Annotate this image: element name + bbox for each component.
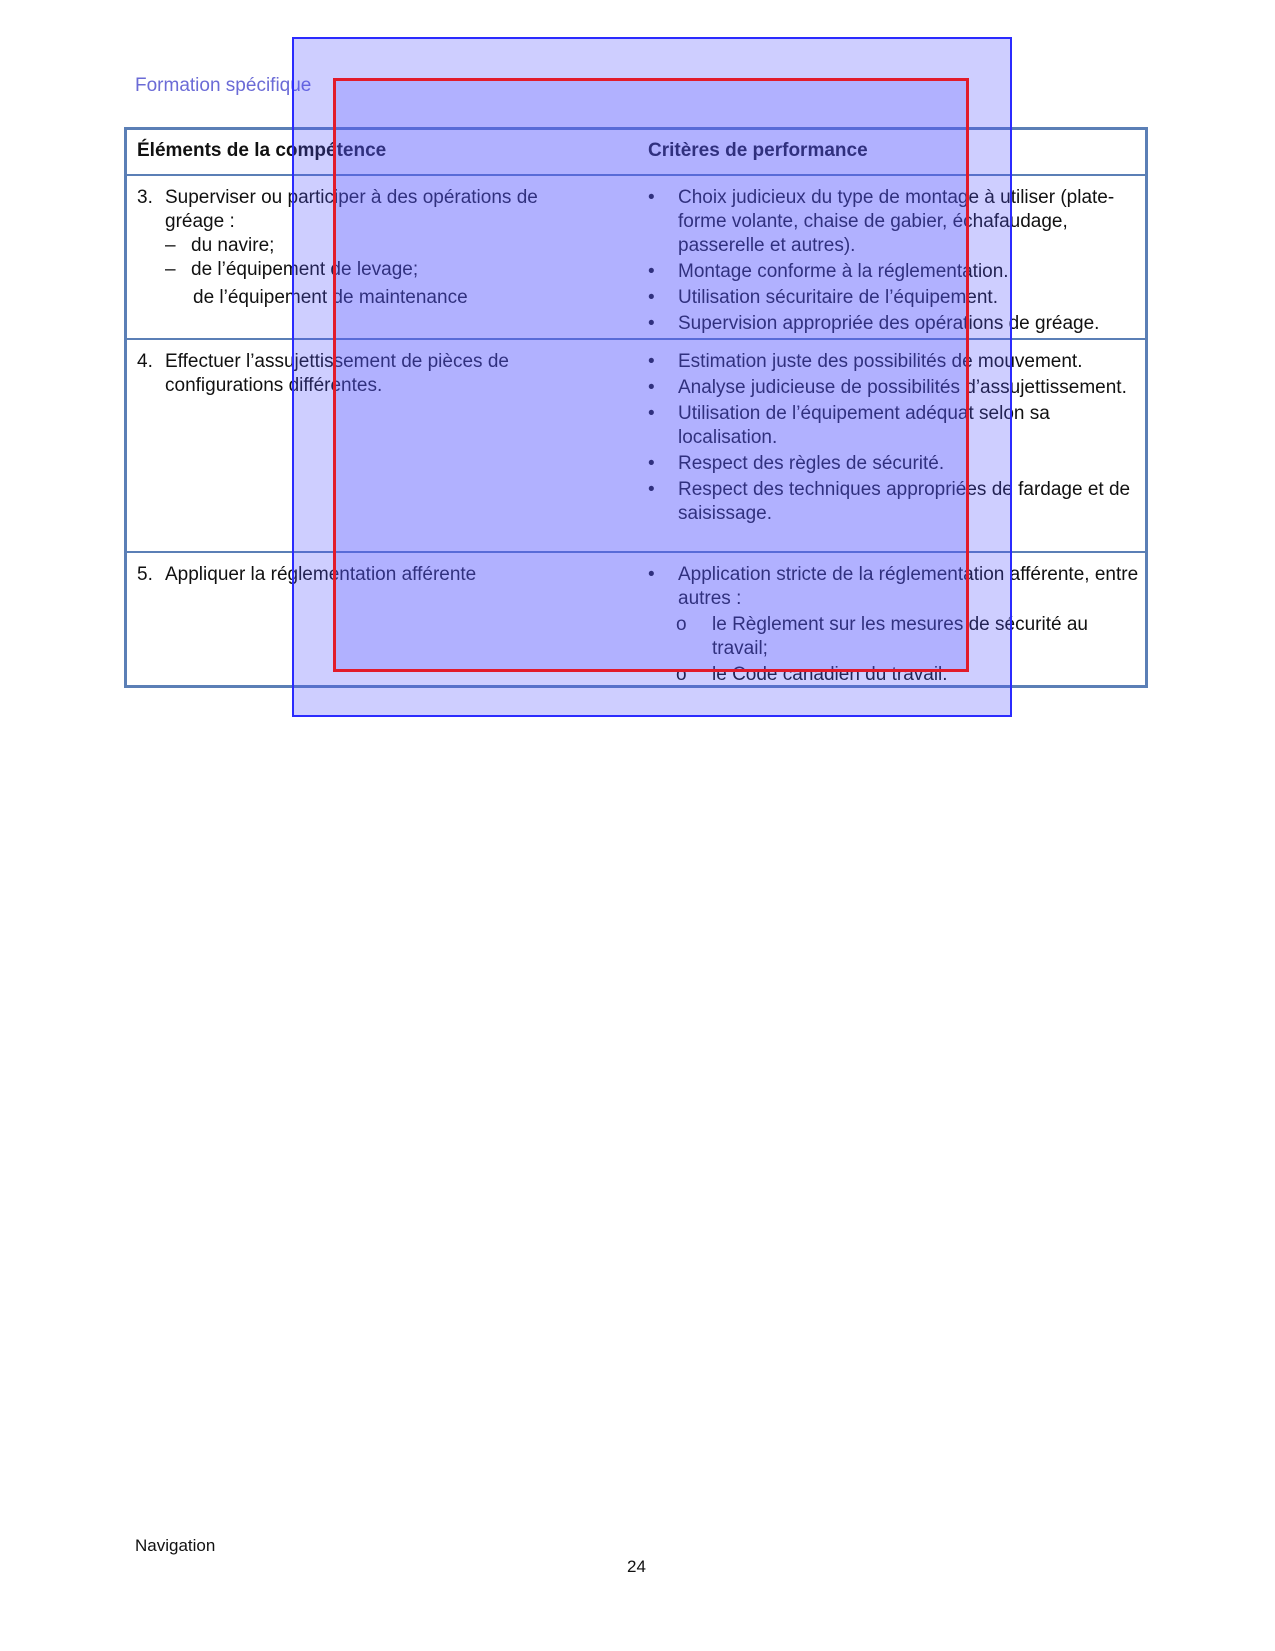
bullet-icon: • [648,479,655,500]
element-line: gréage : [165,211,235,232]
footer-navigation-link[interactable]: Navigation [135,1536,216,1555]
bullet-icon: • [648,287,655,308]
dash-marker: – [165,235,176,256]
sub-criteria-text: le Code canadien du travail. [712,664,948,685]
bullet-icon: • [648,377,655,398]
element-line: Superviser ou participer à des opérations de [165,187,538,208]
highlight-box-inner [333,78,969,672]
dash-marker: – [165,259,176,280]
criteria-text: Montage conforme à la réglementation. [678,261,1009,282]
element-line: Appliquer la réglementation afférente [165,564,477,585]
bullet-icon: • [648,351,655,372]
sub-item-text: du navire; [191,235,275,256]
element-line: Effectuer l’assujettissement de pièces de [165,351,509,372]
bullet-icon: • [648,187,655,208]
element-number: 4. [137,351,153,372]
sub-item-text: de l’équipement de maintenance [193,287,468,308]
bullet-icon: • [648,564,655,585]
sub-bullet-icon: o [676,614,687,635]
criteria-text: Respect des techniques appropriées de fardage et de saisissage. [678,479,1131,524]
criteria-text: Choix judicieux du type de montage à utiliser (plate-forme volante, chaise de gabier, échafaudage, passerelle et autres). [678,187,1115,256]
criteria-text: Analyse judicieuse de possibilités d’assujettissement. [678,377,1127,398]
criteria-text: Respect des règles de sécurité. [678,453,945,474]
criteria-text: Estimation juste des possibilités de mouvement. [678,351,1083,372]
page-number: 24 [627,1557,646,1576]
element-line: configurations différentes. [165,375,383,396]
sub-criteria-text: le Règlement sur les mesures de sécurité au travail; [712,614,1088,659]
page-title: Formation spécifique [135,75,312,96]
criteria-text: Supervision appropriée des opérations de gréage. [678,313,1100,334]
bullet-icon: • [648,261,655,282]
bullet-icon: • [648,313,655,334]
header-criteria: Critères de performance [648,140,868,161]
criteria-text: Application stricte de la réglementation afférente, entre autres : [678,564,1139,609]
element-number: 5. [137,564,153,585]
element-number: 3. [137,187,153,208]
bullet-icon: • [648,453,655,474]
header-elements: Éléments de la compétence [137,140,387,161]
criteria-text: Utilisation sécuritaire de l’équipement. [678,287,998,308]
bullet-icon: • [648,403,655,424]
criteria-text: Utilisation de l’équipement adéquat selon sa localisation. [678,403,1050,448]
sub-item-text: de l’équipement de levage; [191,259,419,280]
sub-bullet-icon: o [676,664,687,685]
